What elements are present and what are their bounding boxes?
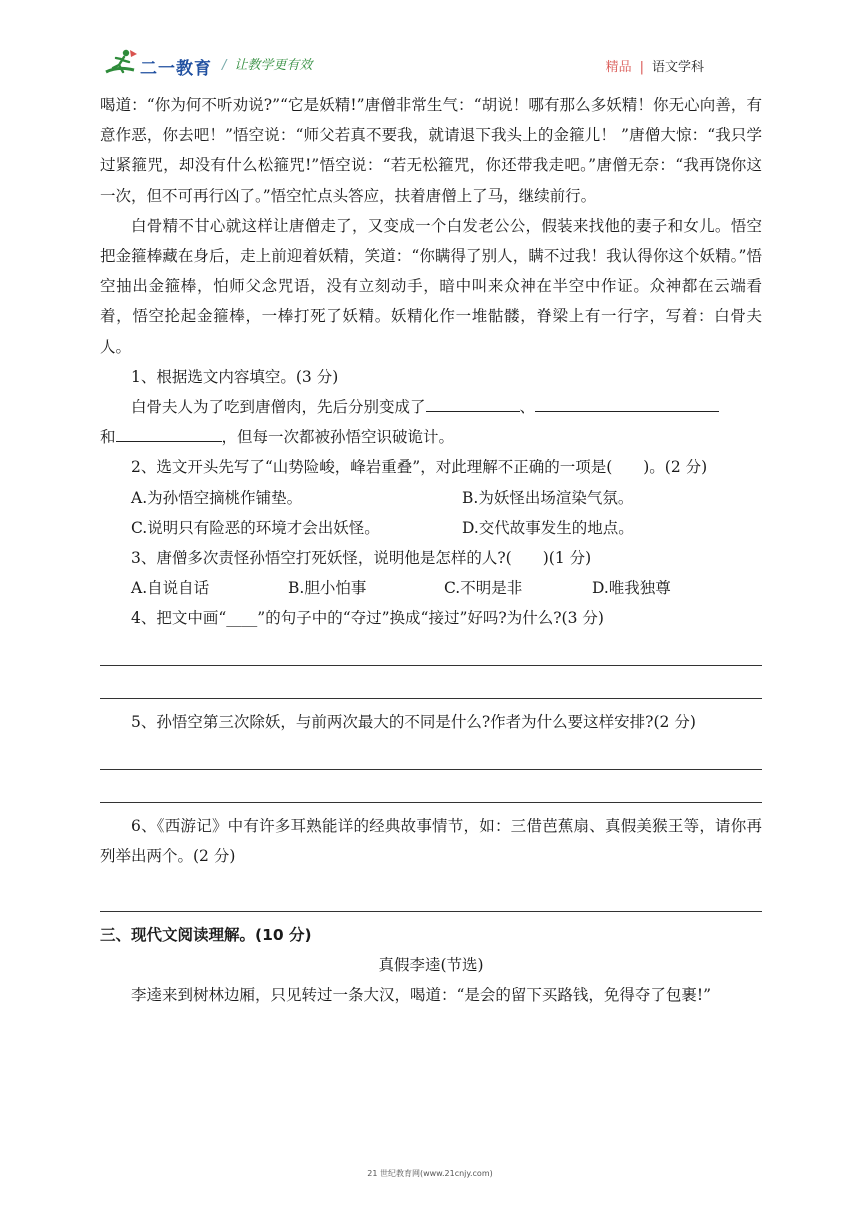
q3-option-b[interactable]: B.胆小怕事 bbox=[288, 578, 367, 597]
question-2-options-row1 bbox=[100, 483, 762, 513]
subject-label: 语文学科 bbox=[651, 60, 704, 75]
page-footer: 21 世纪教育网(www.21cnjy.com) bbox=[367, 1169, 493, 1178]
answer-blank-2[interactable] bbox=[535, 394, 719, 412]
question-2-options-row2 bbox=[100, 513, 762, 543]
answer-line[interactable] bbox=[100, 666, 762, 699]
runner-logo-icon bbox=[104, 48, 138, 80]
q1-text-c: ，但每一次都被孙悟空识破诡计。 bbox=[221, 428, 455, 447]
question-5-title: 5、孙悟空第三次除妖，与前两次最大的不同是什么?作者为什么要这样安排?(2 分) bbox=[131, 713, 696, 732]
header-subject bbox=[606, 56, 704, 75]
answer-line[interactable] bbox=[100, 770, 762, 803]
logo bbox=[104, 48, 227, 82]
question-1-title: 1、根据选文内容填空。(3 分) bbox=[131, 367, 339, 386]
question-4-title: 4、把文中画“____”的句子中的“夺过”换成“接过”好吗?为什么?(3 分) bbox=[131, 608, 604, 627]
question-3-options bbox=[100, 573, 762, 603]
logo-text: 二一教育 bbox=[140, 59, 212, 79]
answer-line[interactable] bbox=[100, 633, 762, 666]
page-header bbox=[100, 44, 762, 84]
header-separator: | bbox=[639, 60, 644, 75]
q2-option-d[interactable]: D.交代故事发生的地点。 bbox=[462, 518, 634, 537]
q1-sep: 、 bbox=[519, 398, 536, 417]
question-2-title: 2、选文开头先写了“山势险峻，峰岩重叠”，对此理解不正确的一项是( )。(2 分) bbox=[131, 458, 708, 477]
question-1-fill bbox=[100, 392, 762, 422]
answer-blank-1[interactable] bbox=[426, 394, 520, 412]
article-first-line: 李逵来到树林边厢，只见转过一条大汉，喝道：“是会的留下买路钱，免得夺了包裹!” bbox=[131, 986, 712, 1005]
passage-paragraph-1: 喝道：“你为何不听劝说?”“它是妖精!”唐僧非常生气：“胡说！哪有那么多妖精！你无心向善，有意作恶，你去吧！”悟空说：“师父若真不要我，就请退下我头上的金箍儿！ ”唐僧大惊：“我只学过紧箍咒，却没有什么松箍咒!”悟空说：“若无松箍咒，你还带我走吧。”唐僧无奈：“我再饶你这一次，但不可再行凶了。”悟空忙点头答应，扶着唐僧上了马，继续前行。 bbox=[100, 96, 762, 205]
question-3-title: 3、唐僧多次责怪孙悟空打死妖怪，说明他是怎样的人?( )(1 分) bbox=[131, 548, 592, 567]
q1-text-a: 白骨夫人为了吃到唐僧肉，先后分别变成了 bbox=[131, 398, 426, 417]
q1-text-b: 和 bbox=[100, 428, 116, 447]
slogan bbox=[222, 54, 312, 73]
q2-option-c[interactable]: C.说明只有险恶的环境才会出妖怪。 bbox=[131, 518, 380, 537]
slogan-text: 让教学更有效 bbox=[234, 58, 313, 73]
answer-line[interactable] bbox=[100, 737, 762, 770]
q2-option-a[interactable]: A.为孙悟空摘桃作铺垫。 bbox=[131, 488, 303, 507]
question-1-fill-cont bbox=[100, 422, 762, 452]
passage-paragraph-2: 白骨精不甘心就这样让唐僧走了，又变成一个白发老公公，假装来找他的妻子和女儿。悟空把金箍棒藏在身后，走上前迎着妖精，笑道：“你瞒得了别人，瞒不过我！我认得你这个妖精。”悟空抽出金箍棒，怕师父念咒语，没有立刻动手，暗中叫来众神在半空中作证。众神都在云端看着，悟空抡起金箍棒，一棒打死了妖精。妖精化作一堆骷髅，脊梁上有一行字，写着：白骨夫人。 bbox=[100, 216, 762, 356]
section-3-title: 三、现代文阅读理解。(10 分) bbox=[100, 925, 312, 944]
q2-option-b[interactable]: B.为妖怪出场渲染气氛。 bbox=[462, 488, 634, 507]
answer-blank-3[interactable] bbox=[116, 424, 222, 442]
slogan-slash: / bbox=[222, 58, 227, 73]
q3-option-a[interactable]: A.自说自话 bbox=[131, 578, 210, 597]
question-6-title: 6、《西游记》中有许多耳熟能详的经典故事情节，如：三借芭蕉扇、真假美猴王等，请你再列举出两个。(2 分) bbox=[100, 817, 762, 866]
answer-line[interactable] bbox=[100, 872, 762, 912]
document-body bbox=[100, 90, 762, 1010]
q3-option-d[interactable]: D.唯我独尊 bbox=[592, 578, 671, 597]
article-title: 真假李逵(节选) bbox=[378, 955, 484, 974]
quality-label: 精品 bbox=[605, 60, 632, 75]
q3-option-c[interactable]: C.不明是非 bbox=[444, 578, 523, 597]
